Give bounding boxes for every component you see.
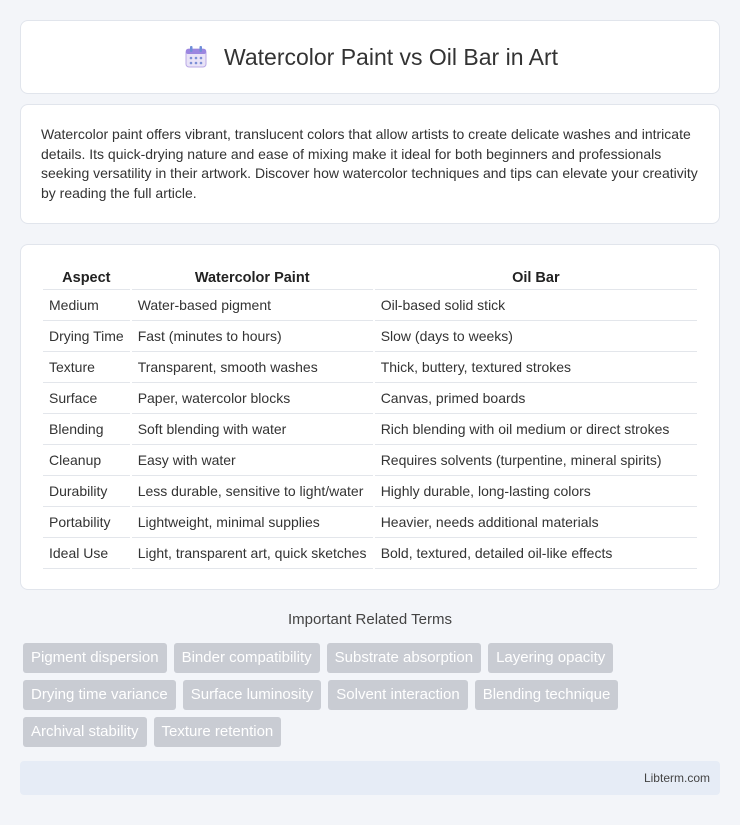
table-cell: Ideal Use <box>43 538 130 569</box>
tag-layering-opacity[interactable]: Layering opacity <box>488 643 613 673</box>
comparison-table <box>41 263 699 569</box>
title-wrap <box>182 43 558 71</box>
table-cell: Soft blending with water <box>132 414 373 445</box>
header-oil-bar: Oil Bar <box>375 263 697 290</box>
page-title: Watercolor Paint vs Oil Bar in Art <box>223 43 559 70</box>
table-row <box>43 445 697 476</box>
table-cell: Slow (days to weeks) <box>375 321 697 352</box>
table-row <box>43 321 697 352</box>
table-cell: Heavier, needs additional materials <box>375 507 697 538</box>
table-cell: Less durable, sensitive to light/water <box>132 476 373 507</box>
table-cell: Water-based pigment <box>132 290 373 321</box>
comparison-table-card <box>20 244 720 590</box>
tag-binder-compatibility[interactable]: Binder compatibility <box>174 643 320 673</box>
table-row <box>43 476 697 507</box>
table-cell: Paper, watercolor blocks <box>132 383 373 414</box>
tag-pigment-dispersion[interactable]: Pigment dispersion <box>23 643 167 673</box>
tag-substrate-absorption[interactable]: Substrate absorption <box>327 643 481 673</box>
calendar-icon <box>182 43 210 71</box>
table-header-row <box>43 263 697 290</box>
table-cell: Thick, buttery, textured strokes <box>375 352 697 383</box>
footer-site-link[interactable]: Libterm.com <box>643 771 710 785</box>
table-cell: Easy with water <box>132 445 373 476</box>
table-cell: Drying Time <box>43 321 130 352</box>
table-cell: Bold, textured, detailed oil-like effects <box>375 538 697 569</box>
table-cell: Transparent, smooth washes <box>132 352 373 383</box>
tag-surface-luminosity[interactable]: Surface luminosity <box>183 680 322 710</box>
table-cell: Texture <box>43 352 130 383</box>
tag-blending-technique[interactable]: Blending technique <box>475 680 619 710</box>
table-row <box>43 352 697 383</box>
table-cell: Requires solvents (turpentine, mineral spirits) <box>375 445 697 476</box>
tag-drying-time-variance[interactable]: Drying time variance <box>23 680 176 710</box>
table-cell: Highly durable, long-lasting colors <box>375 476 697 507</box>
header-watercolor: Watercolor Paint <box>132 263 373 290</box>
table-cell: Lightweight, minimal supplies <box>132 507 373 538</box>
table-cell: Portability <box>43 507 130 538</box>
table-cell: Cleanup <box>43 445 130 476</box>
table-cell: Medium <box>43 290 130 321</box>
table-row <box>43 383 697 414</box>
table-cell: Canvas, primed boards <box>375 383 697 414</box>
title-card <box>20 20 720 94</box>
table-row <box>43 414 697 445</box>
related-terms-tags <box>23 643 723 747</box>
table-cell: Light, transparent art, quick sketches <box>132 538 373 569</box>
related-terms-title: Important Related Terms <box>288 611 452 628</box>
tag-solvent-interaction[interactable]: Solvent interaction <box>328 680 467 710</box>
table-cell: Surface <box>43 383 130 414</box>
table-row <box>43 538 697 569</box>
table-cell: Blending <box>43 414 130 445</box>
intro-card <box>20 104 720 224</box>
intro-text: Watercolor paint offers vibrant, translucent colors that allow artists to create delicate washes and intricate details. Its quick-drying nature and ease of mixing make it ideal for both beginners and professionals seeking versatility in their artwork. Discover how watercolor techniques and tips can elevate your creativity by reading the full article. <box>41 126 698 201</box>
tag-texture-retention[interactable]: Texture retention <box>154 717 282 747</box>
table-cell: Durability <box>43 476 130 507</box>
table-cell: Fast (minutes to hours) <box>132 321 373 352</box>
table-cell: Oil-based solid stick <box>375 290 697 321</box>
table-row <box>43 507 697 538</box>
table-row <box>43 290 697 321</box>
tag-archival-stability[interactable]: Archival stability <box>23 717 147 747</box>
table-cell: Rich blending with oil medium or direct strokes <box>375 414 697 445</box>
header-aspect: Aspect <box>43 263 130 290</box>
footer <box>20 761 720 795</box>
